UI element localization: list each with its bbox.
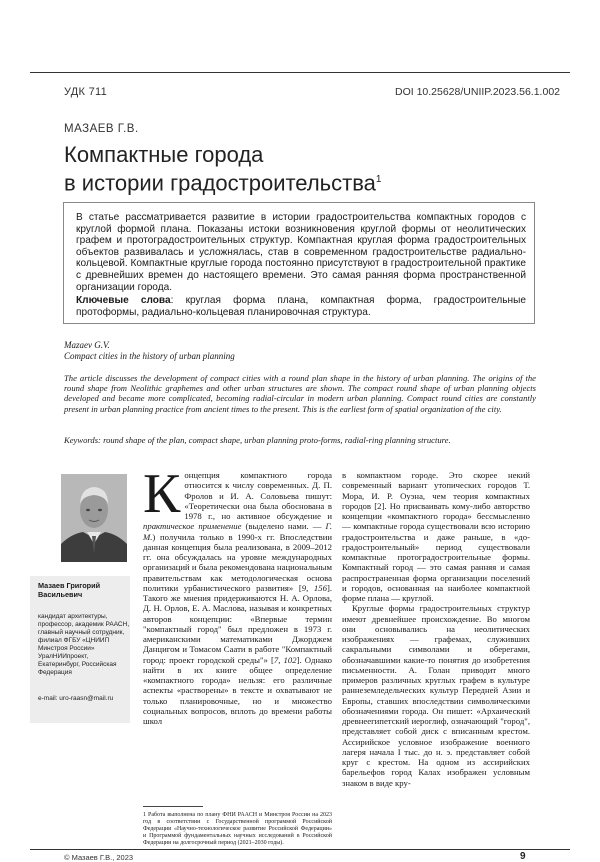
col1-emphasis-2: Г. М.	[143, 521, 332, 542]
sidebar-author-name: Мазаев Григорий Васильевич	[38, 581, 101, 599]
sidebar-author-info: кандидат архитектуры, профессор, академик РААСН, главный научный сотрудник, филиал ФГБУ «ЦНИИП Минстроя России» УралНИИпроект, Екатеринбург, Российская Федерация	[38, 613, 130, 676]
article-title	[64, 142, 524, 195]
author-portrait-icon	[61, 474, 127, 562]
body-column-2	[342, 470, 530, 788]
copyright: © Мазаев Г.В., 2023	[64, 853, 134, 862]
col1-ref-2[interactable]: 7, 102	[273, 654, 297, 665]
bottom-rule	[30, 849, 570, 850]
keywords-label: Ключевые слова	[76, 295, 171, 306]
body-column-1	[143, 463, 333, 726]
sidebar-author-email[interactable]: e-mail: uro-raasn@mail.ru	[38, 695, 114, 702]
keywords	[76, 295, 526, 318]
footnote-rule	[143, 806, 203, 807]
keywords-text: : круглая форма плана, компактная форма, градостроительные протоформы, радиально-кольцевая планировочная структура.	[76, 295, 526, 318]
col2-paragraph-2: Круглые формы градостроительных структур имеют древнейшее происхождение. Во многом они основывались на неолитических изображениях — графемах, служивших сакральными символами и оберегами, обозначавшими какие-то понятия до изобретения письменности. А. Голан приводит много примеров различных круглых графем в культуре раннеземледельческих культур Передней Азии и Европы, ставших впоследствии символическими обозначениями города. Он пишет: «Архаический древнеегипетский иероглиф, означающий "город", представляет собой диск с вписанным крестом. Ассирийское условное изображение военного лагеря начала I тыс. до н. э. представляет собой круг с крестом. На одном из ассирийских барельефов город Калах изображен условным знаком в виде кру-	[342, 603, 530, 788]
title-footnote-mark[interactable]: 1	[375, 174, 382, 185]
english-abstract: The article discusses the development of compact cities with a round plan shape in the history of urban planning. The origins of the round shape from Neolithic graphemes and other urban structures are shown. The compact round shape of urban planning objects developed and became more complicated, becoming radial-circular in modern urban planning. Compact round cities are constantly present in urban planning practice from ancient times to the present. This is the earliest form of spatial organization of the city.	[64, 373, 536, 414]
col1-text-a: онцепция компактного города относится к числу современных. Д. П. Фролов и И. А. Соловьева пишут: «Теоретически она была обоснована в 1978 г., но активное обсуждение и	[184, 470, 332, 521]
doi-link[interactable]: DOI 10.25628/UNIIP.2023.56.1.002	[394, 86, 560, 98]
footnote: 1 Работа выполнена по плану ФНИ РААСН и Минстроя России на 2023 год в соответствии с Государственной программой Российской Федерации «Научно-технологическое развитие Российской Федерации» и Программой фундаментальных научных исследований в Российской Федерации на долгосрочный период (2021–2030 годы).	[143, 812, 332, 847]
page-number: 9	[520, 851, 526, 862]
col1-text-c: ) получила только в 1990-х гг. Впоследствии данная концепция была реализована, в 2009–2012 гг. она обсуждалась на уровне международных организаций и была рекомендована национальным правительствам как методологическая основа политики урбанистического развития» [	[143, 531, 332, 593]
dropcap: К	[143, 463, 181, 525]
col1-text-d: ]. Такого же мнения придерживаются Н. А. Орлова, Д. Н. Орлов, Е. А. Маслова, называя и конкретных авторов концепции: «Впервые термин "компактный город" был предложен в 1973 г. американскими математиками Джорджем Данцигом и Томасом Саати в работе "Компактный город: проект городской среды"» [	[143, 582, 333, 665]
title-line-2: в истории градостроительства	[64, 170, 376, 196]
top-rule	[30, 72, 570, 73]
col2-paragraph-1: в компактном городе. Это скорее некий современный вариант утопических городов Т. Мора, И. Р. Оуэна, чем теория компактных городов [2]. Но присваивать кому-либо авторство концепции «компактного города» бессмысленно — компактные города существовали всю историю градостроительства и даже раньше, в «до-градостроительный» период существовали компактные протоградостроительные формы. Компактный город — это самая ранняя и самая распространенная форма организации поселений и городов, основанная на наиболее компактной форме плана — круглой.	[342, 470, 530, 603]
author-photo	[61, 474, 127, 562]
udk-code: УДК 711	[64, 86, 108, 98]
col1-emphasis: практическое применение	[143, 521, 242, 532]
col1-text-b: (выделено нами. —	[241, 521, 326, 532]
col1-text-e: ]. Однако найти в их книге общее определение «компактного города» нельзя: его различные аспекты «растворены» в тексте и охватывают не только планировочные, но и множество социальных вопросов, вплоть до времени работы школ	[143, 654, 332, 726]
title-line-1: Компактные города	[64, 142, 264, 167]
col1-ref-1[interactable]: 9, 156	[301, 582, 327, 593]
english-author: Mazaev G.V.	[64, 340, 110, 350]
abstract-text: В статье рассматривается развитие в истории градостроительства компактных городов с круглой формой плана. Показаны истоки возникновения круглой формы от неолитических графем и протоградостроительных структур. Компактная круглая форма градостроительных объектов развивалась и усложнялась, став в современном градостроительстве радиально-кольцевой. Компактные круглые города постоянно присутствуют в градостроительной практике с древнейших времен до настоящего времени. Это самая ранняя форма пространственной организации города.	[76, 212, 526, 293]
author-name: МАЗАЕВ Г.В.	[64, 123, 139, 135]
english-keywords: Keywords: round shape of the plan, compact shape, urban planning proto-forms, radial-ring planning structure.	[64, 435, 451, 445]
english-title: Compact cities in the history of urban planning	[64, 351, 235, 361]
